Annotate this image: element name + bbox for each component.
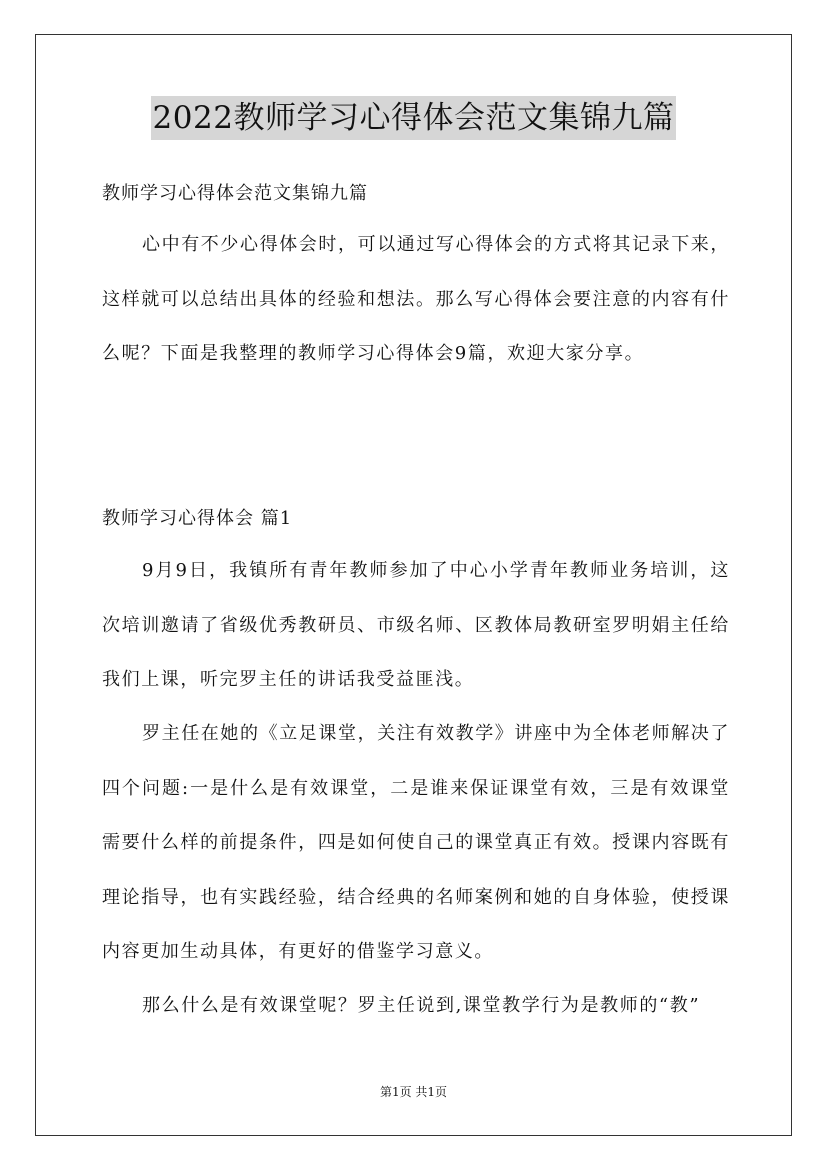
document-subtitle: 教师学习心得体会范文集锦九篇 — [102, 183, 368, 204]
page-footer: 第1页 共1页 — [379, 1085, 448, 1099]
body-paragraph-3: 那么什么是有效课堂呢？罗主任说到,课堂教学行为是教师的“教” — [142, 995, 701, 1016]
body-paragraph-2: 罗主任在她的《立足课堂，关注有效教学》讲座中为全体老师解决了四个问题:一是什么是有效课堂，二是谁来保证课堂有效，三是有效课堂需要什么样的前提条件，四是如何使自己的课堂真正有效。授课内容既有理论指导，也有实践经验，结合经典的名师案例和她的自身体验，使授课内容更加生动具体，有更好的借鉴学习意义。 — [102, 723, 730, 962]
section-heading: 教师学习心得体会 篇1 — [102, 508, 293, 529]
title-container — [0, 96, 827, 140]
document-title: 2022教师学习心得体会范文集锦九篇 — [151, 96, 677, 140]
intro-paragraph: 心中有不少心得体会时，可以通过写心得体会的方式将其记录下来，这样就可以总结出具体的经验和想法。那么写心得体会要注意的内容有什么呢？下面是我整理的教师学习心得体会9篇，欢迎大家分享。 — [102, 234, 730, 364]
body-paragraph-1: 9月9日，我镇所有青年教师参加了中心小学青年教师业务培训，这次培训邀请了省级优秀教研员、市级名师、区教体局教研室罗明娟主任给我们上课，听完罗主任的讲话我受益匪浅。 — [102, 560, 730, 690]
